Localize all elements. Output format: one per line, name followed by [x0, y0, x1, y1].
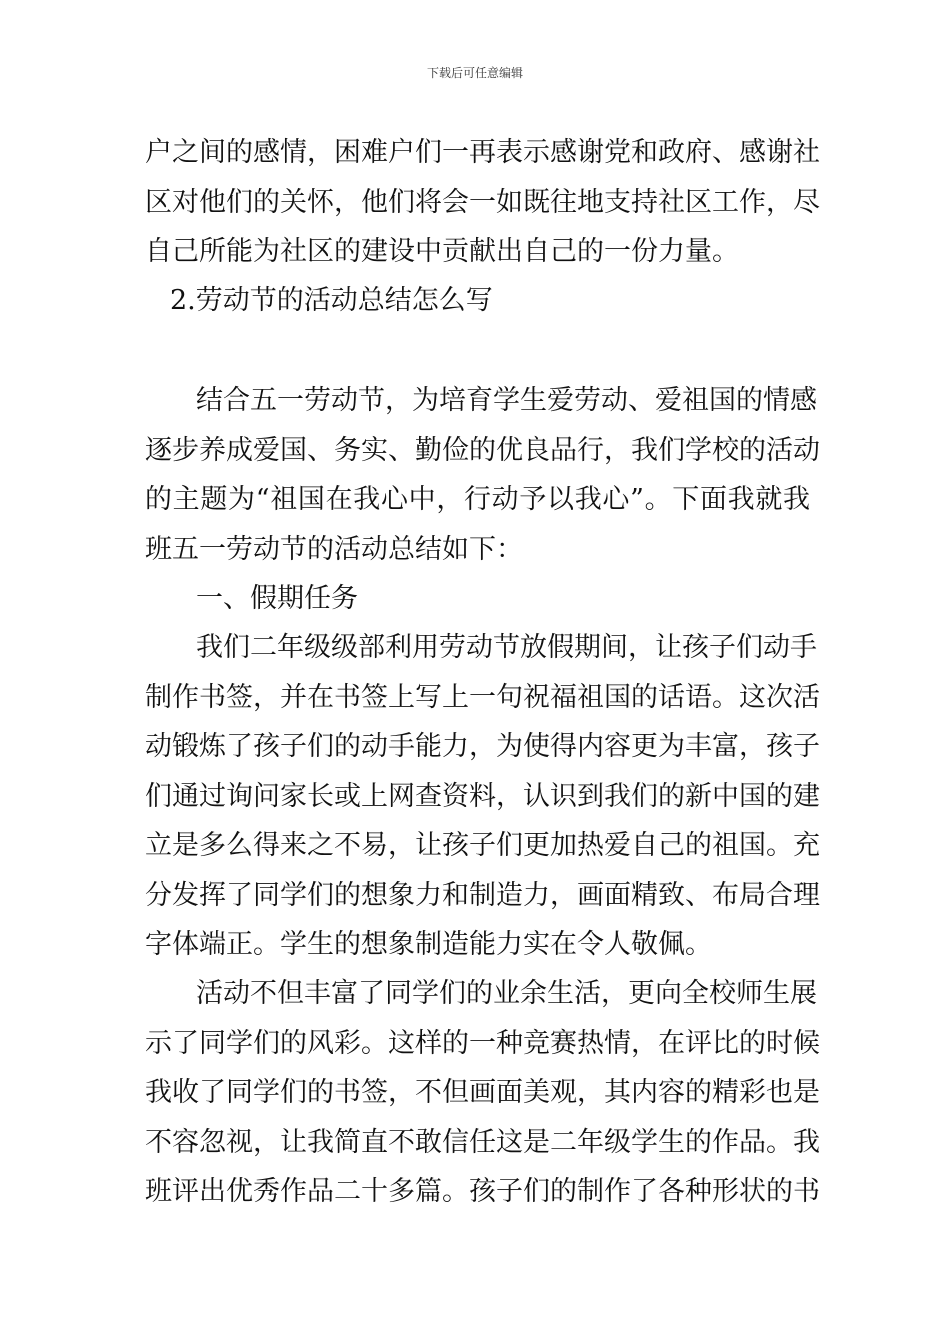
paragraph-line: 我收了同学们的书签，不但画面美观，其内容的精彩也是 [145, 1077, 820, 1108]
paragraph-line: 字体端正。学生的想象制造能力实在令人敬佩。 [145, 929, 712, 960]
paragraph-line: 班评出优秀作品二十多篇。孩子们的制作了各种形状的书 [145, 1176, 820, 1207]
paragraph-line: 们通过询问家长或上网查资料，认识到我们的新中国的建 [145, 781, 820, 812]
paragraph-line: 示了同学们的风彩。这样的一种竞赛热情，在评比的时候 [145, 1028, 820, 1059]
paragraph-line: 户之间的感情，困难户们一再表示感谢党和政府、感谢社 [145, 137, 820, 168]
paragraph-line: 结合五一劳动节，为培育学生爱劳动、爱祖国的情感 [196, 385, 817, 416]
paragraph-line: 区对他们的关怀，他们将会一如既往地支持社区工作，尽 [145, 187, 820, 218]
paragraph-line: 逐步养成爱国、务实、勤俭的优良品行，我们学校的活动 [145, 435, 820, 466]
paragraph-line: 班五一劳动节的活动总结如下： [145, 534, 523, 565]
paragraph-line: 不容忽视，让我简直不敢信任这是二年级学生的作品。我 [145, 1127, 820, 1158]
page-header-note: 下载后可任意编辑 [426, 66, 523, 80]
paragraph-line: 动锻炼了孩子们的动手能力，为使得内容更为丰富，孩子 [145, 731, 820, 762]
paragraph-line: 制作书签，并在书签上写上一句祝福祖国的话语。这次活 [145, 682, 820, 713]
paragraph-line: 活动不但丰富了同学们的业余生活，更向全校师生展 [196, 978, 817, 1009]
paragraph-line: 自己所能为社区的建设中贡献出自己的一份力量。 [145, 236, 739, 267]
paragraph-line: 我们二年级级部利用劳动节放假期间，让孩子们动手 [196, 632, 817, 663]
paragraph-line: 分发挥了同学们的想象力和制造力，画面精致、布局合理 [145, 880, 820, 911]
section-heading: 一、假期任务 [196, 583, 358, 614]
paragraph-line: 的主题为“祖国在我心中，行动予以我心”。下面我就我 [145, 484, 810, 515]
section-heading: 2.劳动节的活动总结怎么写 [170, 285, 493, 316]
paragraph-line: 立是多么得来之不易，让孩子们更加热爱自己的祖国。充 [145, 830, 820, 861]
